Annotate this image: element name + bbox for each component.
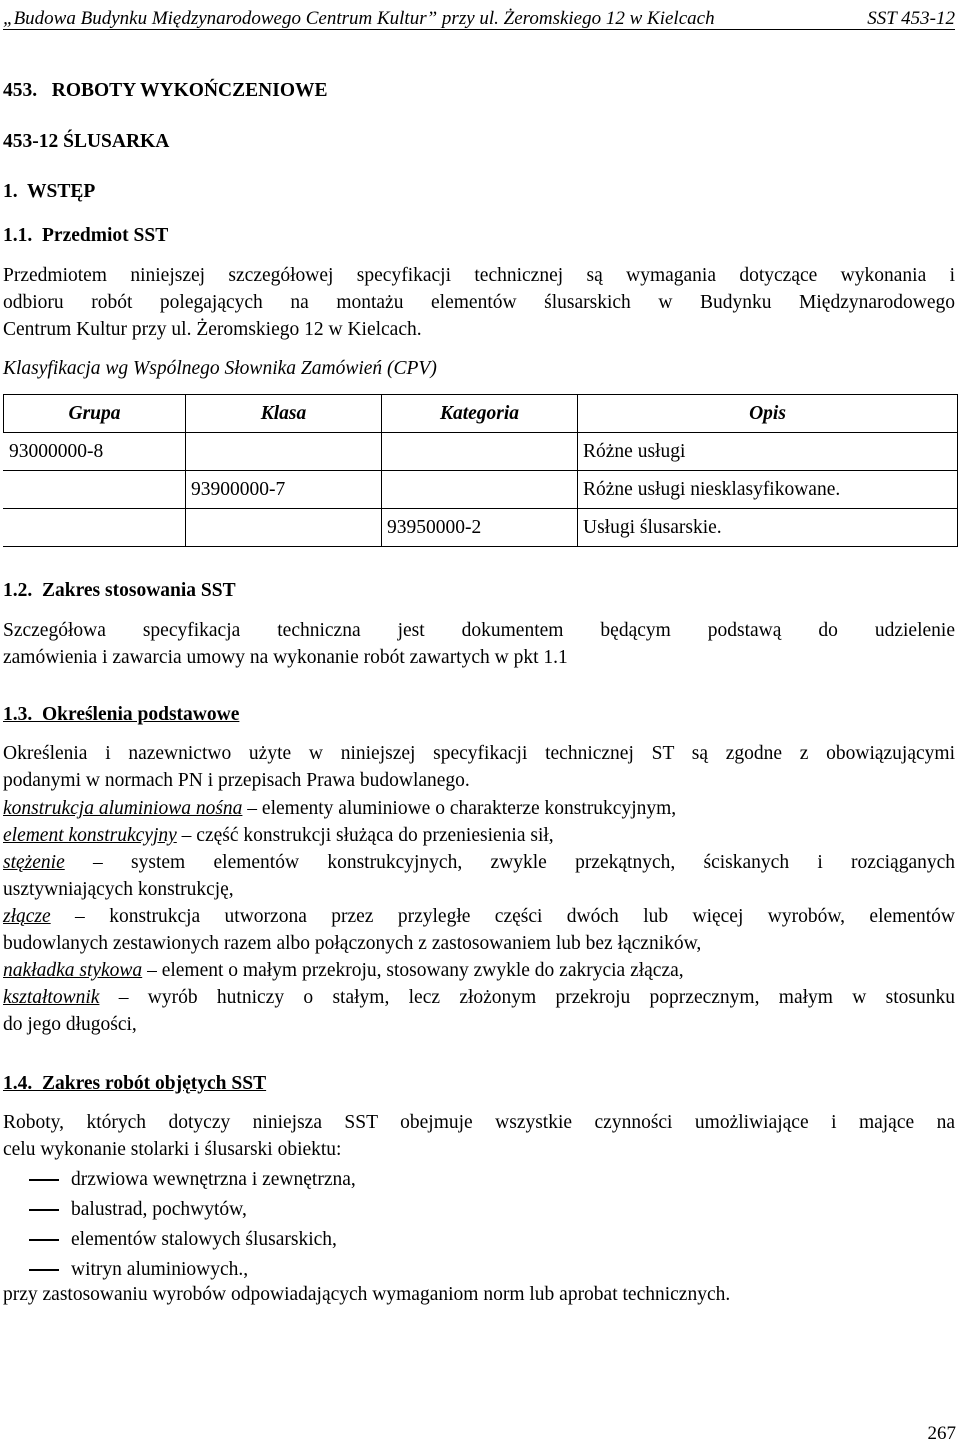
definition-term: konstrukcja aluminiowa nośna bbox=[3, 798, 243, 819]
definition-continuation: usztywniających konstrukcję, bbox=[3, 879, 234, 900]
table-row bbox=[4, 433, 958, 471]
paragraph-definitions-intro bbox=[3, 740, 955, 794]
paragraph-scope bbox=[3, 617, 955, 671]
definition-item bbox=[3, 822, 955, 849]
cell-opis: Różne usługi niesklasyfikowane. bbox=[578, 471, 958, 509]
heading-1-1: 1.1. Przedmiot SST bbox=[3, 225, 169, 246]
paragraph-line: Roboty, których dotyczy niniejsza SST obejmuje wszystkie czynności umożliwiające i mające na bbox=[3, 1112, 955, 1133]
paragraph-line: Określenia i nazewnictwo użyte w niniejszej specyfikacji technicznej ST są zgodne z obowiązującymi bbox=[3, 743, 955, 764]
definition-term: stężenie bbox=[3, 852, 65, 873]
heading-1-4: 1.4. Zakres robót objętych SST bbox=[3, 1073, 267, 1094]
definition-term: element konstrukcyjny bbox=[3, 825, 177, 846]
cpv-caption: Klasyfikacja wg Wspólnego Słownika Zamówień (CPV) bbox=[3, 358, 437, 379]
column-header-grupa: Grupa bbox=[4, 395, 186, 433]
definition-term: nakładka stykowa bbox=[3, 960, 143, 981]
cell-kategoria: 93950000-2 bbox=[382, 509, 578, 547]
heading-1-3: 1.3. Określenia podstawowe bbox=[3, 704, 240, 725]
table-header-row bbox=[4, 395, 958, 433]
definition-item bbox=[3, 795, 955, 822]
cell-opis: Różne usługi bbox=[578, 433, 958, 471]
dash-bullet-icon bbox=[29, 1179, 59, 1181]
paragraph-line: Szczegółowa specyfikacja techniczna jest dokumentem będącym podstawą do udzielenie bbox=[3, 620, 955, 641]
paragraph-line: Centrum Kultur przy ul. Żeromskiego 12 w Kielcach. bbox=[3, 319, 422, 340]
dash-bullet-icon bbox=[29, 1269, 59, 1271]
cpv-table bbox=[3, 394, 958, 547]
cell-kategoria bbox=[382, 471, 578, 509]
definition-item bbox=[3, 984, 955, 1038]
paragraph-line: przy zastosowaniu wyrobów odpowiadających wymaganiom norm lub aprobat technicznych. bbox=[3, 1284, 731, 1305]
definition-term: kształtownik bbox=[3, 987, 100, 1008]
cell-klasa bbox=[186, 509, 382, 547]
paragraph-subject bbox=[3, 262, 955, 343]
paragraph-closing bbox=[3, 1281, 955, 1308]
definition-text: – element o małym przekroju, stosowany zwykle do zakrycia złącza, bbox=[142, 960, 684, 981]
definition-continuation: do jego długości, bbox=[3, 1014, 137, 1035]
page-number: 267 bbox=[927, 1423, 956, 1444]
definition-term: złącze bbox=[3, 906, 51, 927]
column-header-kategoria: Kategoria bbox=[382, 395, 578, 433]
table-row bbox=[4, 509, 958, 547]
definition-item bbox=[3, 849, 955, 903]
heading-453-12: 453-12 ŚLUSARKA bbox=[3, 131, 170, 152]
definition-text: – elementy aluminiowe o charakterze konstrukcyjnym, bbox=[242, 798, 677, 819]
definition-text: – konstrukcja utworzona przez przyległe części dwóch lub więcej wyrobów, elementów bbox=[50, 906, 955, 927]
cell-grupa: 93000000-8 bbox=[4, 433, 186, 471]
paragraph-line: zamówienia i zawarcia umowy na wykonanie robót zawartych w pkt 1.1 bbox=[3, 647, 568, 668]
paragraph-line: podanymi w normach PN i przepisach Prawa budowlanego. bbox=[3, 770, 470, 791]
heading-1-2: 1.2. Zakres stosowania SST bbox=[3, 580, 236, 601]
header-title: „Budowa Budynku Międzynarodowego Centrum Kultur” przy ul. Żeromskiego 12 w Kielcach bbox=[3, 8, 715, 29]
paragraph-line: Przedmiotem niniejszej szczegółowej specyfikacji technicznej są wymagania dotyczące wykonania i bbox=[3, 265, 955, 286]
list-item-text: balustrad, pochwytów, bbox=[71, 1199, 247, 1220]
table-row bbox=[4, 471, 958, 509]
dash-bullet-icon bbox=[29, 1209, 59, 1211]
definition-text: – wyrób hutniczy o stałym, lecz złożonym przekroju poprzecznym, małym w stosunku bbox=[99, 987, 955, 1008]
cell-grupa bbox=[4, 509, 186, 547]
cell-kategoria bbox=[382, 433, 578, 471]
paragraph-works-scope bbox=[3, 1109, 955, 1163]
paragraph-line: odbioru robót polegających na montażu elementów ślusarskich w Budynku Międzynarodowego bbox=[3, 292, 955, 313]
definition-text: – system elementów konstrukcyjnych, zwykle przekątnych, ściskanych i rozciąganych bbox=[64, 852, 955, 873]
list-item-text: elementów stalowych ślusarskich, bbox=[71, 1229, 337, 1250]
definition-item bbox=[3, 957, 955, 984]
definition-continuation: budowlanych zestawionych razem albo połączonych z zastosowaniem lub bez łączników, bbox=[3, 933, 702, 954]
list-item-text: drzwiowa wewnętrzna i zewnętrzna, bbox=[71, 1169, 356, 1190]
definitions-list bbox=[3, 795, 955, 1038]
column-header-klasa: Klasa bbox=[186, 395, 382, 433]
list-item-text: witryn aluminiowych., bbox=[71, 1259, 249, 1280]
column-header-opis: Opis bbox=[578, 395, 958, 433]
heading-453: 453. ROBOTY WYKOŃCZENIOWE bbox=[3, 80, 328, 101]
cell-klasa: 93900000-7 bbox=[186, 471, 382, 509]
running-header bbox=[3, 5, 955, 30]
heading-1: 1. WSTĘP bbox=[3, 181, 96, 202]
definition-text: – część konstrukcji służąca do przeniesienia sił, bbox=[176, 825, 554, 846]
cell-grupa bbox=[4, 471, 186, 509]
cell-opis: Usługi ślusarskie. bbox=[578, 509, 958, 547]
header-code: SST 453-12 bbox=[867, 8, 955, 29]
definition-item bbox=[3, 903, 955, 957]
cell-klasa bbox=[186, 433, 382, 471]
paragraph-line: celu wykonanie stolarki i ślusarski obiektu: bbox=[3, 1139, 342, 1160]
dash-bullet-icon bbox=[29, 1239, 59, 1241]
